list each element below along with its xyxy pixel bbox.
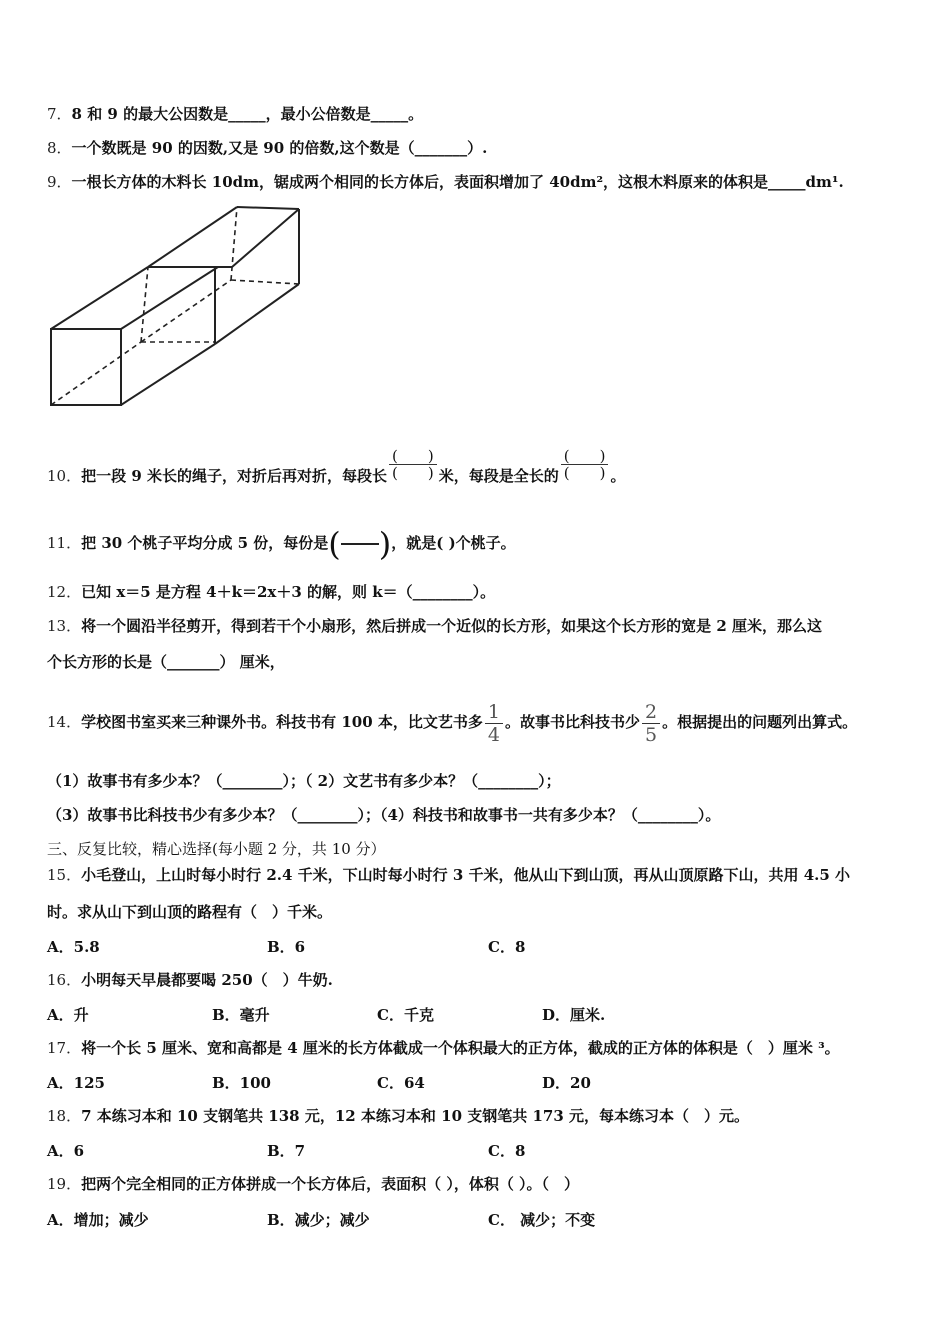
question-text: 把一段 9 米长的绳子，对折后再对折，每段长 [81, 467, 387, 485]
question-16 [47, 970, 333, 990]
fraction-blank [561, 448, 609, 481]
question-text: 米，每段是全长的 [438, 467, 559, 485]
question-number: 18． [47, 1107, 82, 1125]
question-number: 16． [47, 971, 82, 989]
question-text: 将一个长 5 厘米、宽和高都是 4 厘米的长方体截成一个体积最大的正方体，截成的正方体的体积是（ ）厘米 ³。 [81, 1039, 840, 1057]
question-text: 将一个圆沿半径剪开，得到若干个小扇形，然后拼成一个近似的长方形，如果这个长方形的宽是 2 厘米，那么这 [81, 617, 822, 635]
option-a: A．6 [47, 1142, 85, 1160]
option-b: B．毫升 [212, 1006, 270, 1024]
cuboid-figure [45, 202, 307, 412]
question-text: 已知 x＝5 是方程 4＋k＝2x＋3 的解，则 k＝（________）。 [81, 583, 496, 601]
question-9 [47, 172, 844, 192]
question-text: 把两个完全相同的正方体拼成一个长方体后，表面积（ ），体积（ ）。（ ） [81, 1175, 580, 1193]
question-number: 17． [47, 1039, 82, 1057]
question-number: 12． [47, 583, 82, 601]
question-number: 9． [47, 173, 72, 191]
question-18 [47, 1106, 749, 1126]
option-b: B．6 [267, 938, 306, 956]
fraction-bar-blank [341, 543, 379, 545]
question-12 [47, 582, 495, 602]
question-13 [47, 616, 822, 636]
question-10 [47, 446, 626, 494]
fraction-denominator: 4 [485, 723, 503, 746]
question-19 [47, 1174, 579, 1194]
question-text: 7 本练习本和 10 支钢笔共 138 元，12 本练习本和 10 支钢笔共 173 元，每本练习本（ ）元。 [81, 1107, 749, 1125]
question-text: 学校图书室买来三种课外书。科技书有 100 本，比文艺书多 [81, 713, 483, 731]
question-text: 一根长方体的木料长 10dm，锯成两个相同的长方体后，表面积增加了 40dm²，这根木料原来的体积是_____dm¹. [71, 173, 844, 191]
option-a: A．增加；减少 [47, 1211, 149, 1229]
fraction-blank [389, 448, 437, 481]
question-text: 8 和 9 的最大公因数是_____，最小公倍数是_____。 [71, 105, 424, 123]
question-text: 。 [610, 467, 626, 485]
question-text: 一个数既是 90 的因数,又是 90 的倍数,这个数是（_______）. [71, 139, 488, 157]
question-15-line2: 时。求从山下到山顶的路程有（ ）千米。 [47, 903, 333, 921]
question-17 [47, 1038, 840, 1058]
option-b: B．100 [212, 1074, 271, 1092]
question-number: 10． [47, 467, 82, 485]
fraction-numerator: ( ) [391, 446, 434, 465]
fraction-denominator: ( ) [561, 464, 609, 481]
right-paren: ) [378, 525, 392, 563]
question-15 [47, 865, 850, 885]
question-text: 小毛登山，上山时每小时行 2.4 千米，下山时每小时行 3 千米，他从山下到山顶，再从山顶原路下山，共用 4.5 小 [81, 866, 851, 884]
fraction-numerator: 1 [487, 700, 500, 723]
question-13-line2: 个长方形的长是（_______） 厘米， [47, 653, 285, 671]
option-d: D．20 [542, 1074, 591, 1092]
fraction [485, 701, 503, 746]
option-a: A．125 [47, 1074, 105, 1092]
left-paren: ( [328, 525, 341, 563]
option-b: B．减少；减少 [267, 1211, 370, 1229]
question-11 [47, 524, 516, 562]
question-number: 19． [47, 1175, 82, 1193]
question-number: 13． [47, 617, 82, 635]
question-text: ，就是( )个桃子。 [391, 534, 516, 552]
fraction [642, 701, 660, 746]
option-a: A．升 [47, 1006, 89, 1024]
question-number: 15． [47, 866, 82, 884]
question-7 [47, 104, 423, 124]
question-8 [47, 138, 487, 158]
option-c: C．8 [488, 938, 526, 956]
question-14-sub-1: （1）故事书有多少本？（________）；（ 2）文艺书有多少本？（________）； [47, 772, 561, 790]
question-text: 把 30 个桃子平均分成 5 份，每份是 [81, 534, 329, 552]
question-number: 14． [47, 713, 82, 731]
question-text: 小明每天早晨都要喝 250（ ）牛奶. [81, 971, 333, 989]
fraction-numerator: ( ) [563, 446, 606, 465]
option-b: B．7 [267, 1142, 306, 1160]
option-c: C．64 [377, 1074, 425, 1092]
fraction-denominator: 5 [642, 723, 660, 746]
question-text: 。根据提出的问题列出算式。 [662, 713, 858, 731]
question-number: 11． [47, 534, 82, 552]
fraction-denominator: ( ) [389, 464, 437, 481]
section-heading: 三、反复比较，精心选择(每小题 2 分，共 10 分） [47, 840, 386, 858]
option-c: C．千克 [377, 1006, 434, 1024]
question-14-sub-2: （3）故事书比科技书少有多少本？（________）；（4）科技书和故事书一共有多少本？（________）。 [47, 806, 721, 824]
question-14 [47, 700, 857, 746]
option-a: A．5.8 [47, 938, 100, 956]
question-number: 7． [47, 105, 72, 123]
option-c: C． 减少；不变 [488, 1211, 596, 1229]
option-d: D．厘米. [542, 1006, 606, 1024]
question-text: 。故事书比科技书少 [504, 713, 640, 731]
fraction-numerator: 2 [644, 700, 658, 723]
option-c: C．8 [488, 1142, 526, 1160]
question-number: 8． [47, 139, 72, 157]
